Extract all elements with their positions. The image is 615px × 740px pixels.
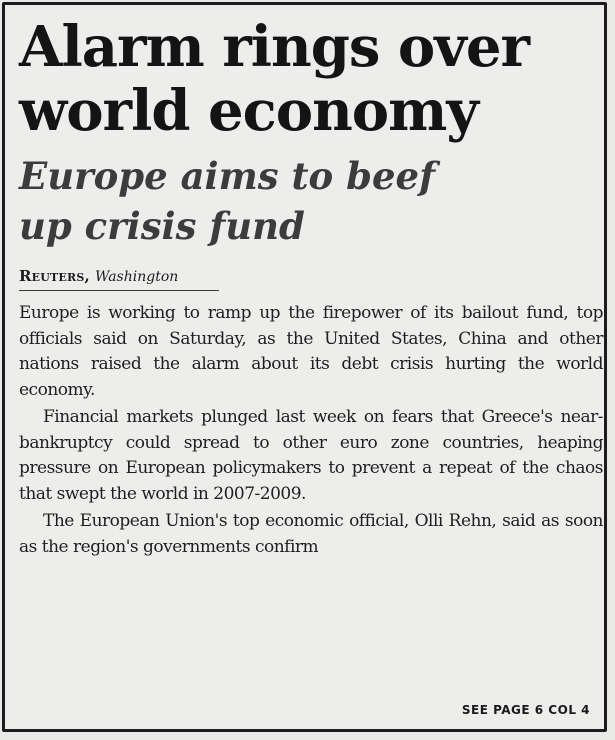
article-paragraph: The European Union's top economic official, Olli Rehn, said as soon as the region's governments confirm bbox=[19, 511, 603, 557]
byline-location: Washington bbox=[95, 269, 179, 285]
article-frame bbox=[2, 2, 607, 732]
article-content bbox=[19, 15, 603, 560]
subheadline: Europe aims to beef up crisis fund bbox=[19, 154, 435, 248]
byline-agency: Reuters, bbox=[19, 267, 90, 285]
article-paragraph: Financial markets plunged last week on fears that Greece's near-bankruptcy could spread to other euro zone countries, heaping pressure on European policymakers to prevent a repeat of the chaos that swept the world in 2007-2009. bbox=[19, 407, 603, 504]
headline: Alarm rings over world economy bbox=[19, 14, 529, 144]
article-paragraph: Europe is working to ramp up the firepower of its bailout fund, top officials said on Saturday, as the United States, China and other nations raised the alarm about its debt crisis hurting the world economy. bbox=[19, 303, 603, 400]
byline-rule bbox=[19, 290, 219, 291]
article-body bbox=[19, 301, 603, 560]
byline bbox=[19, 265, 603, 287]
continuation-note: SEE PAGE 6 COL 4 bbox=[461, 703, 590, 717]
